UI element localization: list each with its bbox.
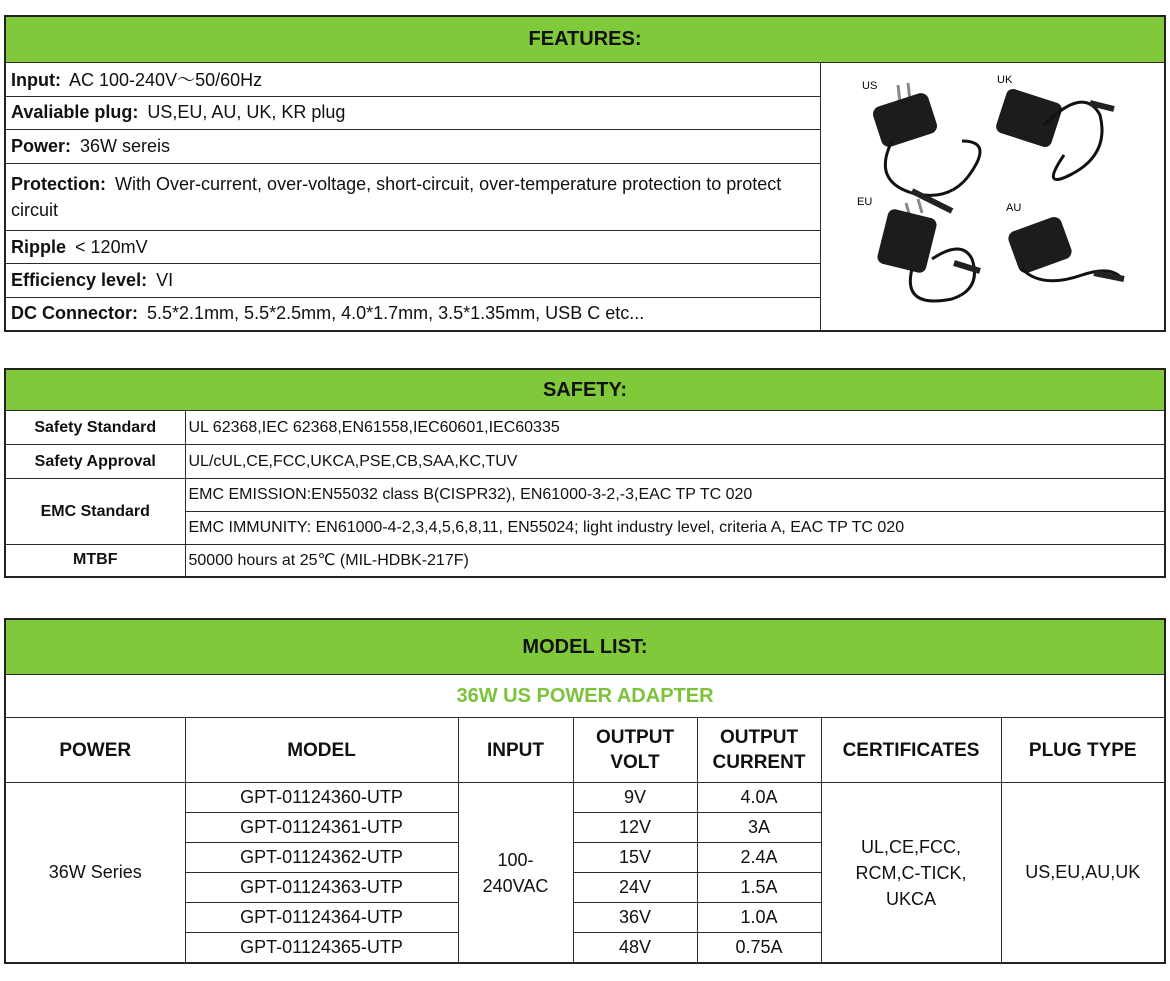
safety-standard-label: Safety Standard xyxy=(5,411,185,445)
model-cell: GPT-01124360-UTP xyxy=(185,783,458,813)
plug-label-eu: EU xyxy=(857,196,873,208)
emc-standard-label: EMC Standard xyxy=(5,479,185,545)
input-range: 100- 240VAC xyxy=(458,783,573,964)
feature-ripple: Ripple < 120mV xyxy=(5,230,820,264)
plug-label-au: AU xyxy=(1006,202,1022,214)
model-cell: GPT-01124361-UTP xyxy=(185,813,458,843)
volt-cell: 15V xyxy=(573,843,697,873)
mtbf-value: 50000 hours at 25℃ (MIL-HDBK-217F) xyxy=(185,545,1165,577)
header-power: POWER xyxy=(5,718,185,783)
header-input: INPUT xyxy=(458,718,573,783)
volt-cell: 48V xyxy=(573,933,697,964)
header-output-current: OUTPUT CURRENT xyxy=(697,718,821,783)
feature-protection: Protection: With Over-current, over-voltage, short-circuit, over-temperature protection to protect circuit xyxy=(5,163,820,230)
current-cell: 2.4A xyxy=(697,843,821,873)
au-adapter-image xyxy=(1006,202,1124,281)
model-list-title: MODEL LIST: xyxy=(5,619,1165,675)
current-cell: 3A xyxy=(697,813,821,843)
volt-cell: 36V xyxy=(573,903,697,933)
features-table xyxy=(4,15,1166,332)
model-list-table xyxy=(4,618,1166,964)
header-model: MODEL xyxy=(185,718,458,783)
features-title: FEATURES: xyxy=(5,16,1165,63)
volt-cell: 12V xyxy=(573,813,697,843)
safety-table xyxy=(4,368,1166,578)
current-cell: 1.5A xyxy=(697,873,821,903)
plug-type-cell: US,EU,AU,UK xyxy=(1001,783,1165,964)
model-cell: GPT-01124363-UTP xyxy=(185,873,458,903)
current-cell: 4.0A xyxy=(697,783,821,813)
uk-adapter-image xyxy=(995,74,1115,180)
us-adapter-image xyxy=(862,80,980,211)
plug-images xyxy=(820,63,1165,332)
mtbf-label: MTBF xyxy=(5,545,185,577)
header-output-volt: OUTPUT VOLT xyxy=(573,718,697,783)
emc-emission-value: EMC EMISSION:EN55032 class B(CISPR32), EN61000-3-2,-3,EAC TP TC 020 xyxy=(185,479,1165,512)
volt-cell: 24V xyxy=(573,873,697,903)
plug-label-us: US xyxy=(862,80,878,92)
safety-approval-value: UL/cUL,CE,FCC,UKCA,PSE,CB,SAA,KC,TUV xyxy=(185,445,1165,479)
table-row xyxy=(5,783,1165,813)
current-cell: 1.0A xyxy=(697,903,821,933)
model-cell: GPT-01124365-UTP xyxy=(185,933,458,964)
model-cell: GPT-01124362-UTP xyxy=(185,843,458,873)
safety-standard-value: UL 62368,IEC 62368,EN61558,IEC60601,IEC60335 xyxy=(185,411,1165,445)
header-plug-type: PLUG TYPE xyxy=(1001,718,1165,783)
power-series: 36W Series xyxy=(5,783,185,964)
header-certificates: CERTIFICATES xyxy=(821,718,1001,783)
volt-cell: 9V xyxy=(573,783,697,813)
feature-plug: Avaliable plug: US,EU, AU, UK, KR plug xyxy=(5,96,820,130)
safety-approval-label: Safety Approval xyxy=(5,445,185,479)
certificates-cell: UL,CE,FCC, RCM,C-TICK, UKCA xyxy=(821,783,1001,964)
feature-dc-connector: DC Connector: 5.5*2.1mm, 5.5*2.5mm, 4.0*1.7mm, 3.5*1.35mm, USB C etc... xyxy=(5,297,820,331)
adapter-photos xyxy=(822,63,1162,325)
current-cell: 0.75A xyxy=(697,933,821,964)
safety-title: SAFETY: xyxy=(5,369,1165,411)
plug-label-uk: UK xyxy=(997,74,1013,86)
model-list-subtitle: 36W US POWER ADAPTER xyxy=(5,675,1165,718)
model-cell: GPT-01124364-UTP xyxy=(185,903,458,933)
eu-adapter-image xyxy=(857,196,980,301)
feature-power: Power: 36W sereis xyxy=(5,130,820,164)
emc-immunity-value: EMC IMMUNITY: EN61000-4-2,3,4,5,6,8,11, EN55024; light industry level, criteria A, EAC TP TC 020 xyxy=(185,512,1165,545)
feature-input: Input: AC 100-240V～50/60Hz xyxy=(5,63,820,97)
feature-efficiency: Efficiency level: VI xyxy=(5,264,820,298)
